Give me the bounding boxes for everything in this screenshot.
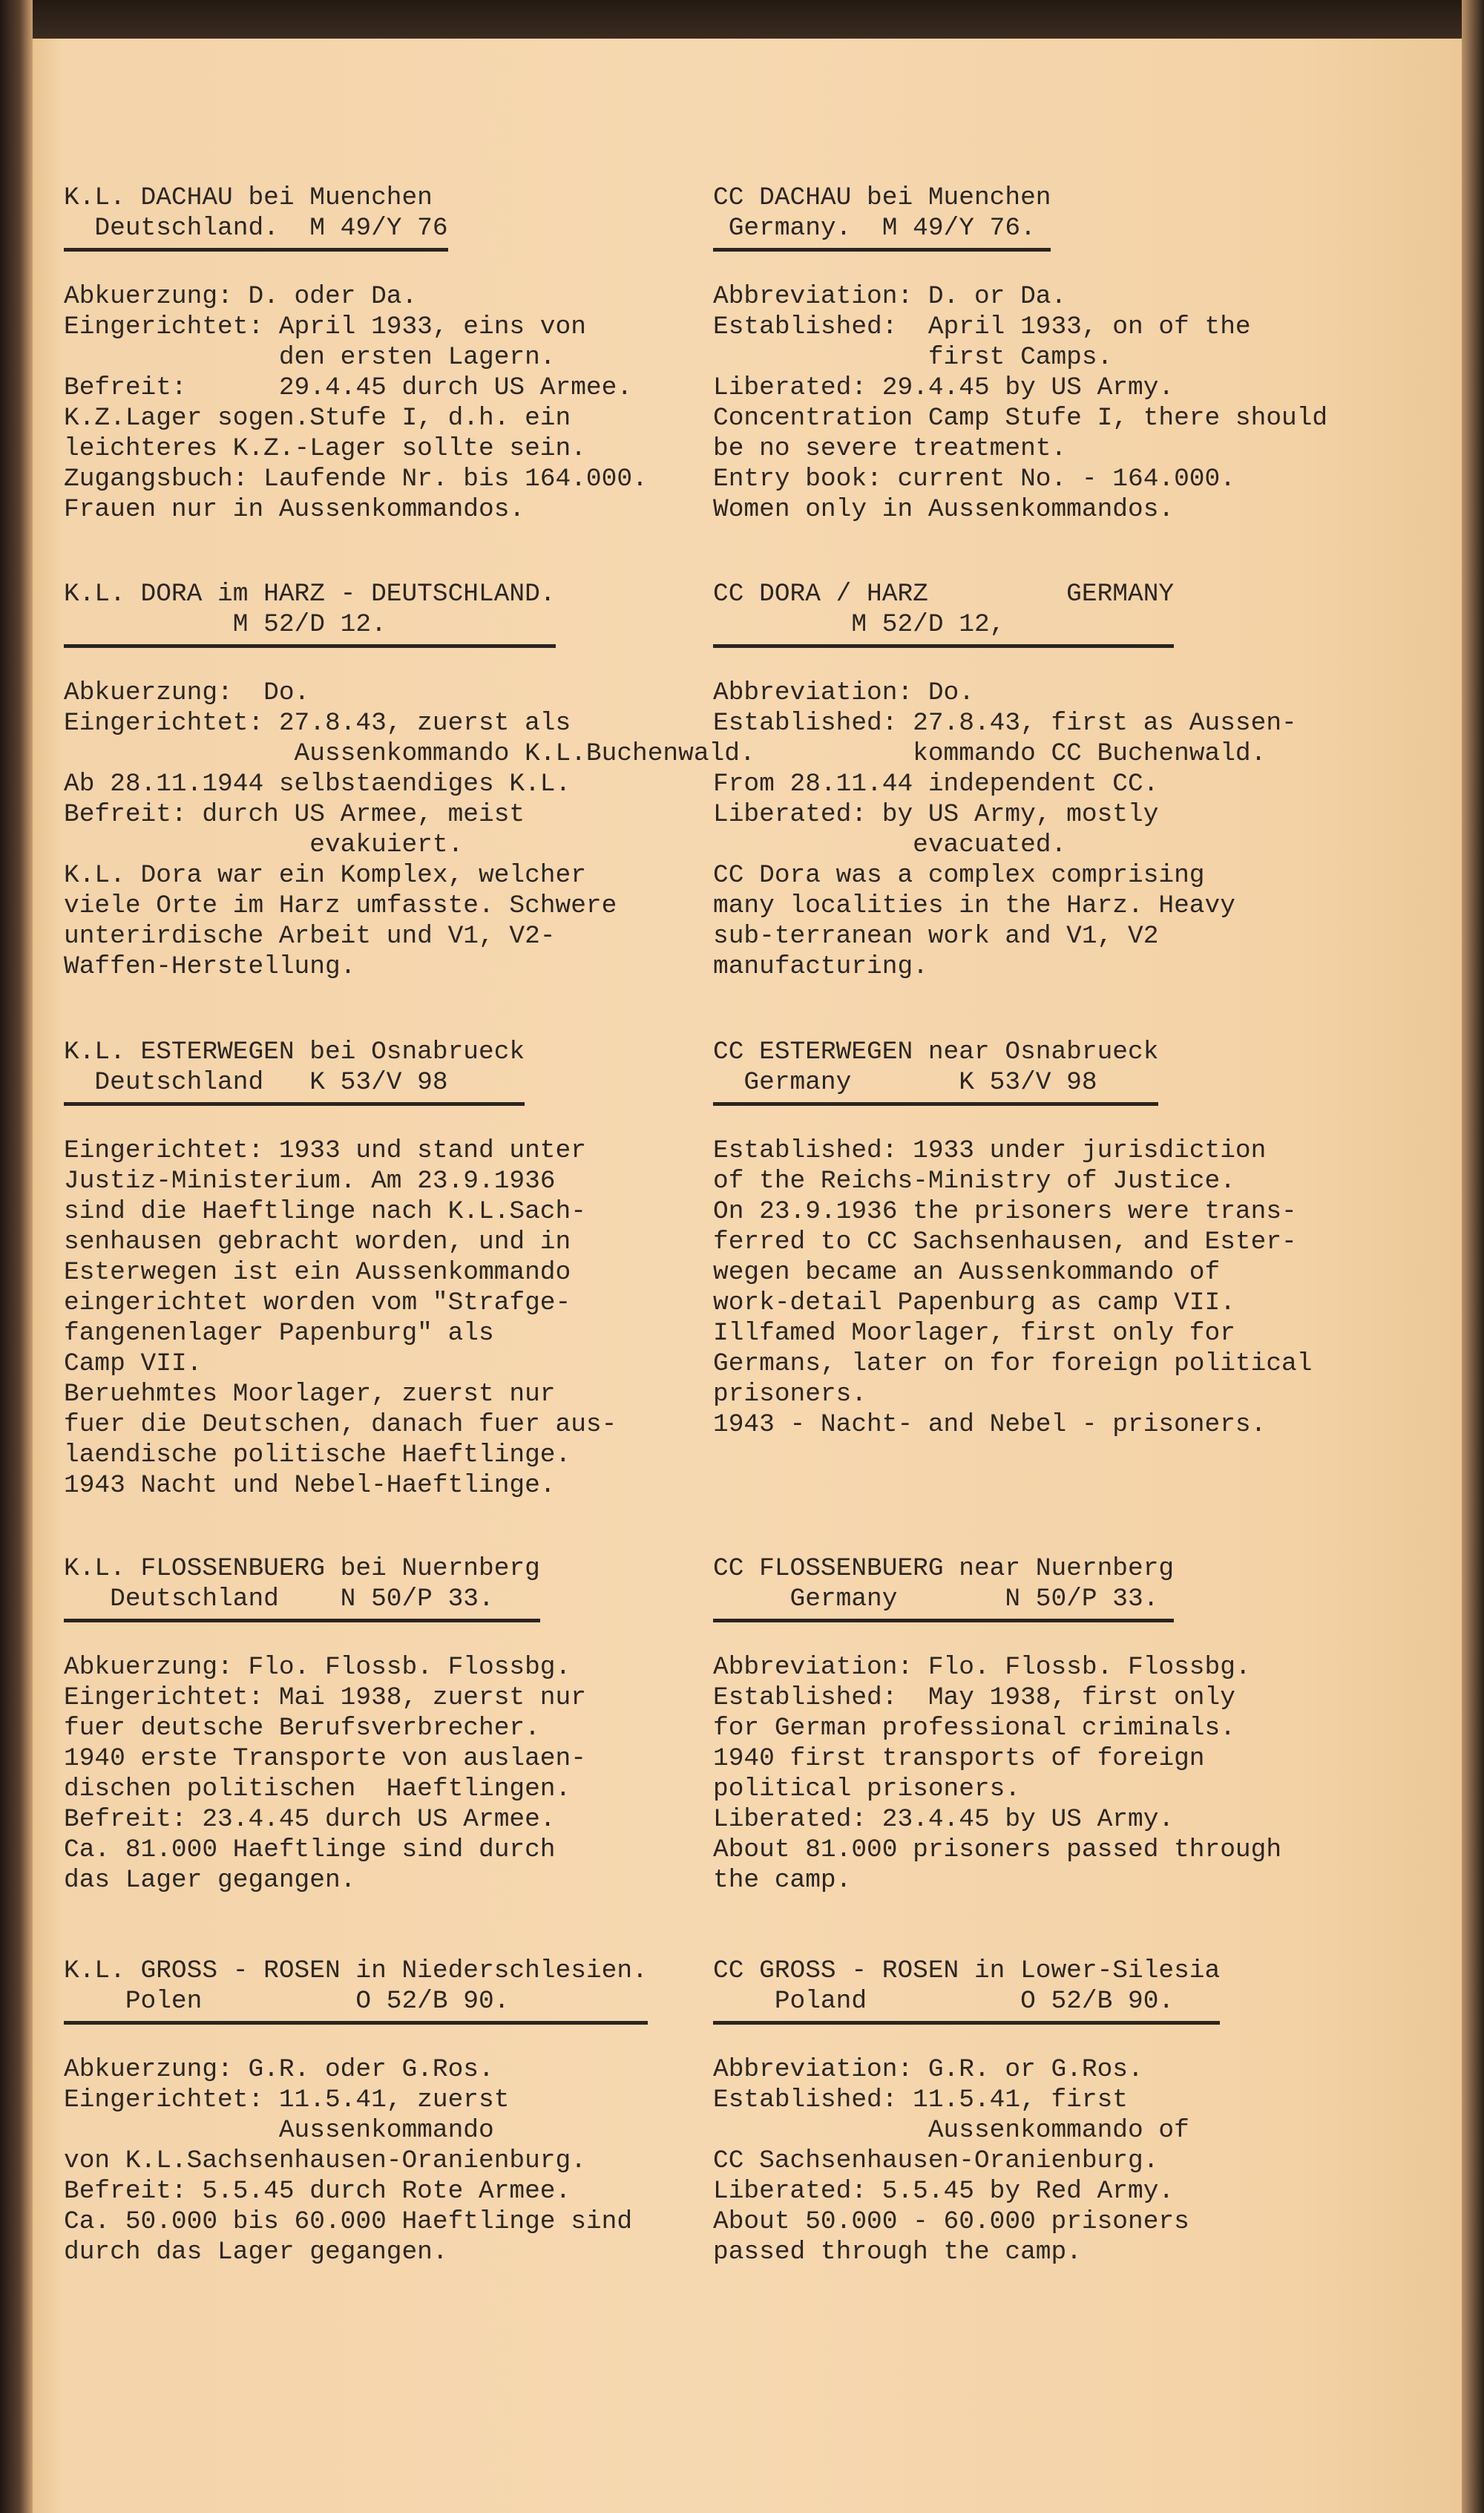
entry-subtitle: M 52/D 12, xyxy=(713,610,1005,639)
entry-line: Aussenkommando of xyxy=(713,2116,1189,2145)
entry-body xyxy=(64,678,755,982)
camp-entry-right xyxy=(713,1553,1281,1896)
entry-line: CC Sachsenhausen-Oranienburg. xyxy=(713,2146,1159,2175)
entry-body xyxy=(64,281,648,525)
entry-subtitle: Germany K 53/V 98 xyxy=(713,1068,1097,1097)
camp-entry-right xyxy=(713,1956,1220,2267)
entry-subtitle: Polen O 52/B 90. xyxy=(64,1987,510,2016)
entry-line: Abbreviation: Flo. Flossb. Flossbg. xyxy=(713,1653,1251,1682)
entry-line: Eingerichtet: Mai 1938, zuerst nur xyxy=(64,1683,586,1712)
entry-title: CC FLOSSENBUERG near Nuernberg xyxy=(713,1554,1175,1583)
entry-title: CC GROSS - ROSEN in Lower-Silesia xyxy=(713,1956,1221,1985)
entry-subtitle: Germany. M 49/Y 76. xyxy=(713,214,1036,243)
entry-line: Entry book: current No. - 164.000. xyxy=(713,465,1235,494)
entry-line: fuer die Deutschen, danach fuer aus- xyxy=(64,1410,617,1439)
entry-line: Ca. 50.000 bis 60.000 Haeftlinge sind xyxy=(64,2207,633,2236)
entry-heading xyxy=(713,579,1174,648)
entry-title: K.L. ESTERWEGEN bei Osnabrueck xyxy=(64,1038,525,1067)
entry-heading xyxy=(713,1037,1158,1106)
entry-line: Liberated: 29.4.45 by US Army. xyxy=(713,373,1175,402)
entry-line: von K.L.Sachsenhausen-Oranienburg. xyxy=(64,2146,586,2175)
entry-body xyxy=(64,1652,586,1896)
entry-line: Frauen nur in Aussenkommandos. xyxy=(64,495,525,524)
entry-line: On 23.9.1936 the prisoners were trans- xyxy=(713,1197,1297,1226)
entry-line: Abkuerzung: D. oder Da. xyxy=(64,282,418,311)
entry-line: Befreit: durch US Armee, meist xyxy=(64,800,525,829)
entry-line: Liberated: by US Army, mostly xyxy=(713,800,1159,829)
entry-line: durch das Lager gegangen. xyxy=(64,2238,448,2267)
entry-heading xyxy=(64,1956,648,2025)
camp-entry-left xyxy=(64,579,755,982)
entry-line: Camp VII. xyxy=(64,1349,203,1378)
camp-entry-left xyxy=(64,1553,586,1896)
entry-line: K.L. Dora war ein Komplex, welcher xyxy=(64,861,586,890)
scan-right-edge xyxy=(1462,0,1484,2513)
entry-line: Eingerichtet: 27.8.43, zuerst als xyxy=(64,709,571,738)
entry-line: Abkuerzung: G.R. oder G.Ros. xyxy=(64,2055,494,2084)
entry-line: Abbreviation: Do. xyxy=(713,678,974,707)
entry-line: be no severe treatment. xyxy=(713,434,1067,463)
entry-line: Befreit: 29.4.45 durch US Armee. xyxy=(64,373,633,402)
entry-line: work-detail Papenburg as camp VII. xyxy=(713,1288,1235,1317)
entry-heading xyxy=(64,1553,540,1622)
entry-line: kommando CC Buchenwald. xyxy=(713,739,1267,768)
entry-line: eingerichtet worden vom "Strafge- xyxy=(64,1288,571,1317)
camp-entry-left xyxy=(64,183,648,525)
entry-line: the camp. xyxy=(713,1866,852,1895)
entry-body xyxy=(713,1136,1312,1440)
entry-line: Established: 27.8.43, first as Aussen- xyxy=(713,709,1297,738)
entry-heading xyxy=(713,1956,1220,2025)
entry-line: Esterwegen ist ein Aussenkommando xyxy=(64,1258,571,1287)
entry-line: About 50.000 - 60.000 prisoners xyxy=(713,2207,1189,2236)
entry-line: den ersten Lagern. xyxy=(64,343,556,372)
entry-line: From 28.11.44 independent CC. xyxy=(713,770,1159,799)
entry-line: Concentration Camp Stufe I, there should xyxy=(713,404,1328,433)
entry-line: Beruehmtes Moorlager, zuerst nur xyxy=(64,1380,556,1409)
entry-line: Established: April 1933, on of the xyxy=(713,312,1251,341)
camp-entry-right xyxy=(713,183,1327,525)
entry-line: CC Dora was a complex comprising xyxy=(713,861,1205,890)
entry-line: Befreit: 5.5.45 durch Rote Armee. xyxy=(64,2177,571,2206)
entry-subtitle: M 52/D 12. xyxy=(64,610,387,639)
entry-line: viele Orte im Harz umfasste. Schwere xyxy=(64,891,617,920)
entry-line: Liberated: 5.5.45 by Red Army. xyxy=(713,2177,1175,2206)
entry-line: Befreit: 23.4.45 durch US Armee. xyxy=(64,1805,556,1834)
entry-title: CC DORA / HARZ GERMANY xyxy=(713,580,1175,609)
entry-line: leichteres K.Z.-Lager sollte sein. xyxy=(64,434,586,463)
entry-line: Eingerichtet: 11.5.41, zuerst xyxy=(64,2086,510,2114)
camp-entry-left xyxy=(64,1037,617,1501)
entry-line: wegen became an Aussenkommando of xyxy=(713,1258,1221,1287)
entry-line: K.Z.Lager sogen.Stufe I, d.h. ein xyxy=(64,404,571,433)
entry-line: evacuated. xyxy=(713,830,1067,859)
entry-line: manufacturing. xyxy=(713,952,928,981)
entry-heading xyxy=(64,1037,525,1106)
entry-line: laendische politische Haeftlinge. xyxy=(64,1441,571,1470)
entry-line: Waffen-Herstellung. xyxy=(64,952,356,981)
entry-line: Illfamed Moorlager, first only for xyxy=(713,1319,1235,1348)
entry-heading xyxy=(713,1553,1174,1622)
entry-body xyxy=(713,1652,1281,1896)
entry-line: 1943 - Nacht- and Nebel - prisoners. xyxy=(713,1410,1267,1439)
entry-line: Established: 11.5.41, first xyxy=(713,2086,1128,2114)
entry-subtitle: Poland O 52/B 90. xyxy=(713,1987,1175,2016)
entry-line: Eingerichtet: 1933 und stand unter xyxy=(64,1136,586,1165)
entry-line: Abbreviation: D. or Da. xyxy=(713,282,1067,311)
entry-line: 1940 first transports of foreign xyxy=(713,1744,1205,1773)
entry-line: fangenenlager Papenburg" als xyxy=(64,1319,494,1348)
entry-subtitle: Deutschland N 50/P 33. xyxy=(64,1585,494,1613)
entry-body xyxy=(713,678,1297,982)
camp-entry-right xyxy=(713,1037,1312,1440)
entry-heading xyxy=(713,183,1051,252)
entry-body xyxy=(713,281,1327,525)
entry-line: Abkuerzung: Flo. Flossb. Flossbg. xyxy=(64,1653,571,1682)
entry-line: dischen politischen Haeftlingen. xyxy=(64,1775,571,1803)
entry-line: passed through the camp. xyxy=(713,2238,1082,2267)
entry-line: Established: 1933 under jurisdiction xyxy=(713,1136,1267,1165)
entry-subtitle: Deutschland. M 49/Y 76 xyxy=(64,214,448,243)
entry-title: K.L. DORA im HARZ - DEUTSCHLAND. xyxy=(64,580,556,609)
entry-line: Abbreviation: G.R. or G.Ros. xyxy=(713,2055,1143,2084)
entry-line: first Camps. xyxy=(713,343,1113,372)
entry-line: prisoners. xyxy=(713,1380,867,1409)
entry-line: About 81.000 prisoners passed through xyxy=(713,1835,1282,1864)
entry-line: of the Reichs-Ministry of Justice. xyxy=(713,1167,1235,1196)
entry-line: Aussenkommando xyxy=(64,2116,494,2145)
entry-line: Germans, later on for foreign political xyxy=(713,1349,1313,1378)
entry-line: sub-terranean work and V1, V2 xyxy=(713,922,1159,951)
entry-line: for German professional criminals. xyxy=(713,1714,1235,1743)
entry-line: Abkuerzung: Do. xyxy=(64,678,310,707)
camp-entry-right xyxy=(713,579,1297,982)
entry-line: Established: May 1938, first only xyxy=(713,1683,1235,1712)
entry-line: evakuiert. xyxy=(64,830,464,859)
entry-line: 1943 Nacht und Nebel-Haeftlinge. xyxy=(64,1471,556,1500)
entry-body xyxy=(64,2054,648,2267)
entry-subtitle: Germany N 50/P 33. xyxy=(713,1585,1159,1613)
entry-line: Ca. 81.000 Haeftlinge sind durch xyxy=(64,1835,556,1864)
entry-line: Ab 28.11.1944 selbstaendiges K.L. xyxy=(64,770,571,799)
entry-subtitle: Deutschland K 53/V 98 xyxy=(64,1068,448,1097)
entry-title: CC DACHAU bei Muenchen xyxy=(713,183,1051,212)
entry-line: many localities in the Harz. Heavy xyxy=(713,891,1235,920)
entry-line: Eingerichtet: April 1933, eins von xyxy=(64,312,586,341)
entry-line: 1940 erste Transporte von auslaen- xyxy=(64,1744,586,1773)
entry-line: Justiz-Ministerium. Am 23.9.1936 xyxy=(64,1167,556,1196)
entry-line: Liberated: 23.4.45 by US Army. xyxy=(713,1805,1175,1834)
entry-line: Aussenkommando K.L.Buchenwald. xyxy=(64,739,755,768)
entry-line: ferred to CC Sachsenhausen, and Ester- xyxy=(713,1228,1297,1256)
entry-line: das Lager gegangen. xyxy=(64,1866,356,1895)
entry-title: K.L. FLOSSENBUERG bei Nuernberg xyxy=(64,1554,540,1583)
entry-line: sind die Haeftlinge nach K.L.Sach- xyxy=(64,1197,586,1226)
scan-left-edge xyxy=(0,0,33,2513)
entry-title: K.L. GROSS - ROSEN in Niederschlesien. xyxy=(64,1956,648,1985)
entry-heading xyxy=(64,183,448,252)
entry-heading xyxy=(64,579,556,648)
entry-line: political prisoners. xyxy=(713,1775,1021,1803)
entry-body xyxy=(713,2054,1220,2267)
entry-line: senhausen gebracht worden, und in xyxy=(64,1228,571,1256)
scan-top-edge xyxy=(0,0,1484,39)
entry-body xyxy=(64,1136,617,1501)
entry-line: Women only in Aussenkommandos. xyxy=(713,495,1175,524)
entry-line: fuer deutsche Berufsverbrecher. xyxy=(64,1714,540,1743)
entry-title: K.L. DACHAU bei Muenchen xyxy=(64,183,433,212)
entry-line: unterirdische Arbeit und V1, V2- xyxy=(64,922,556,951)
camp-entry-left xyxy=(64,1956,648,2267)
entry-title: CC ESTERWEGEN near Osnabrueck xyxy=(713,1038,1159,1067)
entry-line: Zugangsbuch: Laufende Nr. bis 164.000. xyxy=(64,465,648,494)
